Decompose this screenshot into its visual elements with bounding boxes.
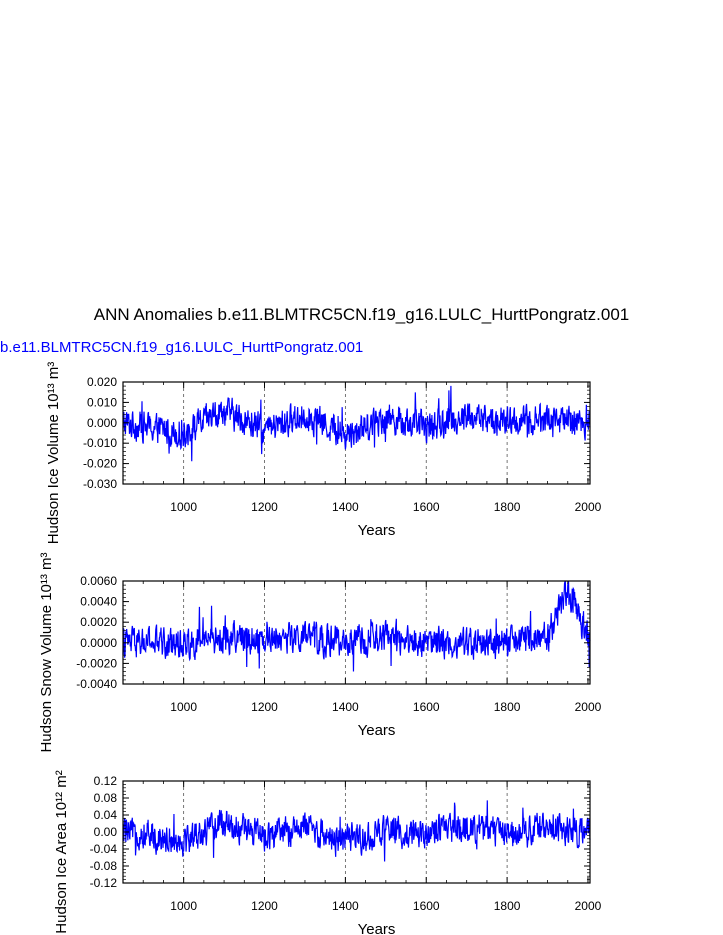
x-tick-label: 1600 (412, 899, 440, 913)
x-tick-label: 1800 (493, 700, 521, 714)
figure-title: ANN Anomalies b.e11.BLMTRC5CN.f19_g16.LULC_HurttPongratz.001 (93, 305, 630, 324)
y-tick-label: 0.00 (93, 825, 117, 839)
x-tick-label: 1600 (412, 500, 440, 514)
y-tick-label: -0.020 (82, 456, 117, 471)
x-tick-label: 2000 (574, 500, 602, 514)
data-series-line (123, 582, 590, 671)
x-axis-label: Years (357, 522, 396, 539)
y-tick-label: 0.0000 (80, 635, 117, 650)
x-tick-label: 1200 (251, 899, 278, 913)
x-tick-label: 1400 (332, 500, 359, 514)
y-tick-label: 0.08 (93, 791, 117, 805)
y-tick-label: 0.0020 (80, 615, 117, 630)
x-tick-label: 1000 (170, 500, 198, 514)
x-tick-label: 2000 (574, 899, 602, 913)
y-tick-label: -0.08 (89, 859, 117, 873)
x-tick-label: 1600 (412, 700, 440, 714)
y-axis-label: Hudson Ice Area 10¹² m² (53, 770, 70, 934)
y-tick-label: 0.000 (86, 415, 117, 430)
y-axis-label: Hudson Snow Volume 10¹³ m³ (38, 552, 55, 753)
y-tick-label: -0.12 (89, 876, 117, 890)
figure-subtitle: b.e11.BLMTRC5CN.f19_g16.LULC_HurttPongratz.001 (0, 339, 364, 356)
data-series-line (123, 800, 590, 861)
y-tick-label: 0.0040 (80, 594, 117, 609)
ice-volume-panel (45, 362, 602, 545)
y-tick-label: -0.04 (89, 842, 117, 856)
x-tick-label: 1200 (251, 500, 278, 514)
x-tick-label: 1400 (332, 700, 359, 714)
x-axis-label: Years (357, 921, 396, 935)
y-tick-label: -0.010 (82, 436, 117, 451)
y-tick-label: 0.04 (93, 808, 117, 822)
y-tick-label: 0.12 (93, 774, 117, 788)
x-tick-label: 1000 (170, 700, 198, 714)
y-tick-label: 0.010 (86, 395, 117, 410)
y-tick-label: -0.0040 (76, 677, 117, 691)
y-tick-label: 0.0060 (80, 574, 117, 588)
x-axis-label: Years (357, 722, 396, 739)
x-tick-label: 1200 (251, 700, 278, 714)
data-series-line (123, 386, 590, 461)
ice-area-panel (53, 770, 602, 935)
x-tick-label: 1800 (493, 500, 521, 514)
x-tick-label: 1400 (332, 899, 359, 913)
y-axis-label: Hudson Ice Volume 10¹³ m³ (45, 361, 62, 545)
x-tick-label: 2000 (574, 700, 602, 714)
y-tick-label: 0.020 (86, 375, 117, 389)
y-tick-label: -0.030 (82, 477, 117, 491)
y-tick-label: -0.0020 (76, 656, 117, 671)
x-tick-label: 1800 (493, 899, 521, 913)
snow-volume-panel (38, 552, 602, 752)
x-tick-label: 1000 (170, 899, 198, 913)
